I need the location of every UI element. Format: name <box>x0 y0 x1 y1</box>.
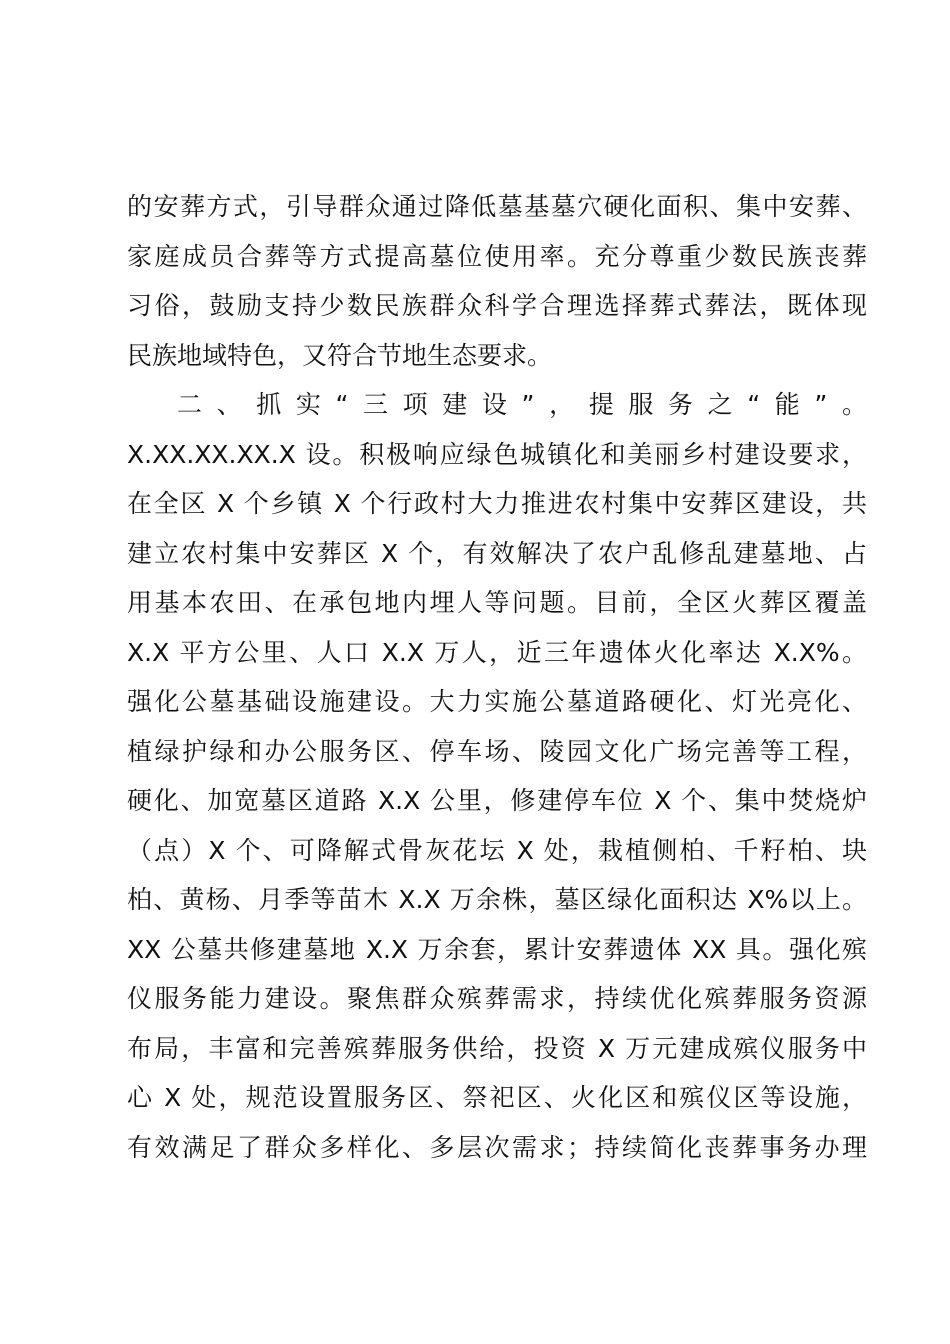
text-line: 心 X 处，规范设置服务区、祭祀区、火化区和殡仪区等设施， <box>127 1083 867 1112</box>
body-text <box>127 182 867 1172</box>
text-line: 植绿护绿和办公服务区、停车场、陵园文化广场完善等工程， <box>127 736 867 766</box>
text-line: （点）X 个、可降解式骨灰花坛 X 处，栽植侧柏、千籽柏、块 <box>127 835 867 865</box>
text-line: 民族地域特色，又符合节地生态要求。 <box>127 340 553 370</box>
text-line: 仪服务能力建设。聚焦群众殡葬需求，持续优化殡葬服务资源 <box>127 984 867 1013</box>
text-line: 强化公墓基础设施建设。大力实施公墓道路硬化、灯光亮化、 <box>127 687 867 716</box>
text-line: 家庭成员合葬等方式提高墓位使用率。充分尊重少数民族丧葬 <box>127 241 867 271</box>
section-heading: 二、抓实“三项建设”，提服务之“能”。 <box>177 390 867 419</box>
text-line: 有效满足了群众多样化、多层次需求；持续简化丧葬事务办理 <box>127 1132 867 1162</box>
text-line: X.XX.XX.XX.X 设。积极响应绿色城镇化和美丽乡村建设要求， <box>127 439 867 469</box>
text-line: 习俗，鼓励支持少数民族群众科学合理选择葬式葬法，既体现 <box>127 291 867 320</box>
text-line: 柏、黄杨、月季等苗木 X.X 万余株，墓区绿化面积达 X%以上。 <box>127 885 867 914</box>
text-line: 布局，丰富和完善殡葬服务供给，投资 X 万元建成殡仪服务中 <box>127 1033 867 1063</box>
text-line: 在全区 X 个乡镇 X 个行政村大力推进农村集中安葬区建设，共 <box>127 489 867 518</box>
text-line: XX 公墓共修建墓地 X.X 万余套，累计安葬遗体 XX 具。强化殡 <box>127 934 867 964</box>
text-line: 硬化、加宽墓区道路 X.X 公里，修建停车位 X 个、集中焚烧炉 <box>127 786 867 815</box>
text-line: X.X 平方公里、人口 X.X 万人，近三年遗体火化率达 X.X%。 <box>127 637 867 667</box>
text-line: 用基本农田、在承包地内埋人等问题。目前，全区火葬区覆盖 <box>127 588 867 617</box>
text-line: 建立农村集中安葬区 X 个，有效解决了农户乱修乱建墓地、占 <box>127 538 867 568</box>
text-line: 的安葬方式，引导群众通过降低墓基墓穴硬化面积、集中安葬、 <box>127 192 867 221</box>
